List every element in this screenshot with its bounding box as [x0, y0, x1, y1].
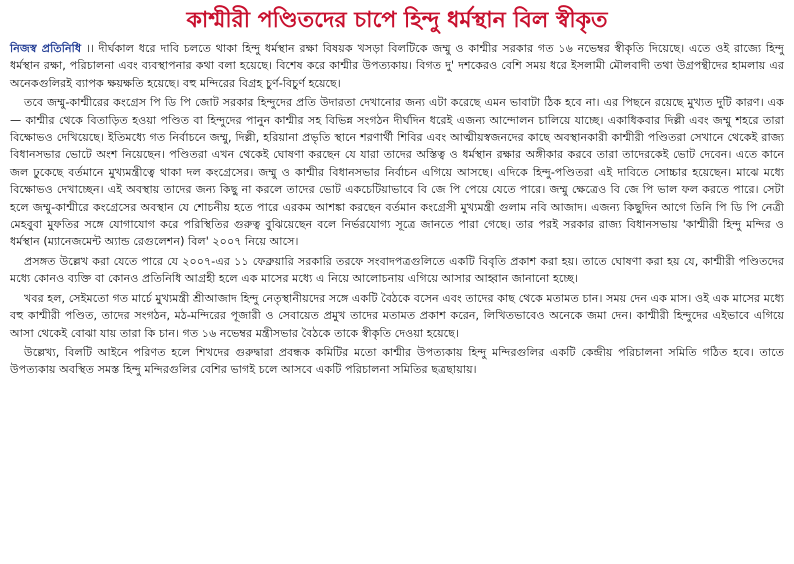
article-paragraph: উল্লেখ্য, বিলটি আইনে পরিণত হলে শিখদের গুরুদ্বারা প্রবন্ধক কমিটির মতো কাশ্মীর উপত্যকায় হিন্দু মন্দিরগুলির একটি কেন্দ্রীয় পরিচালনা সমিতি গঠিত হবে। তাতে উপত্যকায় অবস্থিত সমস্ত হিন্দু মন্দিরগুলির বেশির ভাগই চলে আসবে একটি পরিচালনা সমিতির ছত্রছায়ায়। — [10, 345, 784, 377]
paragraph-text: ।। দীর্ঘকাল ধরে দাবি চলতে থাকা হিন্দু ধর্মস্থান রক্ষা বিষয়ক খসড়া বিলটিকে জম্মু ও কাশ্মীর সরকার গত ১৬ নভেম্বর স্বীকৃতি দিয়েছে। এতে ওই রাজ্যে হিন্দু ধর্মস্থান রক্ষা, পরিচালনা এবং ব্যবস্থাপনার কথা বলা হয়েছে। বিশেষ করে কাশ্মীর উপত্যকায়। বিগত দু' দশকেরও বেশি সময় ধরে ইসলামী মৌলবাদী তথা উগ্রপন্থীদের হামলায় এর অনেকগুলিরই ব্যাপক ক্ষয়ক্ষতি হয়েছে। বহু মন্দিরের বিগ্রহ চুর্ণ-বিচুর্ণ হয়েছে। — [10, 42, 784, 90]
headline: কাশ্মীরী পণ্ডিতদের চাপে হিন্দু ধর্মস্থান বিল স্বীকৃত — [186, 8, 608, 33]
article-paragraph: প্রসঙ্গত উল্লেখ করা যেতে পারে যে ২০০৭-এর ১১ ফেব্রুয়ারি সরকারি তরফে সংবাদপত্রগুলিতে একটি বিবৃতি প্রকাশ করা হয়। তাতে ঘোষণা করা হয় যে, কাশ্মীরী পণ্ডিতদের মধ্যে কোনও ব্যক্তি বা কোনও প্রতিনিধি আগ্রহী হলে এক মাসের মধ্যে এ নিয়ে আলোচনায় এগিয়ে আসার আহ্বান জানানো হচ্ছে। — [10, 254, 784, 286]
byline: নিজস্ব প্রতিনিধি — [10, 42, 82, 55]
article-body — [10, 40, 784, 379]
article-paragraph: তবে জম্মু-কাশ্মীরের কংগ্রেস পি ডি পি জোট সরকার হিন্দুদের প্রতি উদারতা দেখানোর জন্য এটা করেছে এমন ভাবাটা ঠিক হবে না। এর পিছনে রয়েছে মুখ্যত দুটি কারণ। এক — কাশ্মীর থেকে বিতাড়িত হওয়া পণ্ডিত বা হিন্দুদের পানুন কাশ্মীর সহ বিভিন্ন সংগঠন দীর্ঘদিন ধরেই এজন্য আন্দোলন চালিয়ে যাচ্ছে। একাধিকবার দিল্লী এবং জম্মু শহরে তারা বিক্ষোভও দেখিয়েছে। ইতিমধ্যে গত নির্বাচনে জম্মু, দিল্লী, হরিয়ানা প্রভৃতি স্থানে শরণার্থী শিবির এবং আত্মীয়স্বজনদের কাছে অবস্থানকারী কাশ্মীরী পণ্ডিতরা সেখানে থেকেই রাজ্য বিধানসভার ভোটে অংশ নিয়েছেন। পণ্ডিতরা এখন থেকেই ঘোষণা করছেন যে যারা তাদের অস্তিত্ব ও ধর্মস্থান রক্ষার অঙ্গীকার করবে তারা তাদেরকেই ভোট দেবেন। এতে কানে জল ঢুকেছে বর্তমানে মুখ্যমন্ত্রীত্বে থাকা দল কংগ্রেসের। জম্মু ও কাশ্মীর বিধানসভার নির্বাচন এগিয়ে আসছে। এদিকে হিন্দু-পণ্ডিতরা এই দাবিতে সোচ্চার হয়েছেন। মাঝে মধ্যে বিক্ষোভও দেখাচ্ছেন। এই অবস্থায় তাদের জন্য কিছু না করলে তাদের ভোট একচেটিয়াভাবে বি জে পি পেয়ে যেতে পারে। জম্মু ক্ষেত্রেও বি জে পি ভাল ফল করতে পারে। সেটা হলে জম্মু-কাশ্মীরে কংগ্রেসের অবস্থান যে শোচনীয় হতে পারে এরকম আশঙ্কা করছেন বর্তমান কংগ্রেসী মুখ্যমন্ত্রী গুলাম নবি আজাদ। এজন্য কিছুদিন আগে তিনি পি ডি পি নেত্রী মেহবুবা মুফতির সঙ্গে যোগাযোগ করে পরিস্থিতির গুরুত্ব বুঝিয়েছেন বলে নির্ভরযোগ্য সূত্রে জানতে পারা গেছে। তার পরই সরকার রাজ্য বিধানসভায় 'কাশ্মীরী হিন্দু মন্দির ও ধর্মস্থান (ম্যানেজমেন্ট অ্যান্ড রেগুলেশন) বিল' ২০০৭ নিয়ে আসে। — [10, 96, 785, 249]
article-paragraph: খবর হল, সেইমতো গত মার্চে মুখ্যমন্ত্রী শ্রীআজাদ হিন্দু নেতৃস্থানীয়দের সঙ্গে একটি বৈঠকে বসেন এবং তাদের কাছ থেকে মতামত চান। সময় দেন এক মাস। ওই এক মাসের মধ্যে বহু কাশ্মীরী পণ্ডিত, তাদের সংগঠন, মঠ-মন্দিরের পূজারী ও সেবায়েত প্রমুখ তাদের মতামত প্রকাশ করেন, লিখিতভাবেও অনেকে জমা দেন। কাশ্মীরী হিন্দুদের এইভাবে এগিয়ে আসা থেকেই বোঝা যায় তারা কি চান। গত ১৬ নভেম্বর মন্ত্রীসভার বৈঠকে তাকে স্বীকৃতি দেওয়া হয়েছে। — [10, 291, 784, 340]
article-paragraph — [10, 40, 784, 92]
